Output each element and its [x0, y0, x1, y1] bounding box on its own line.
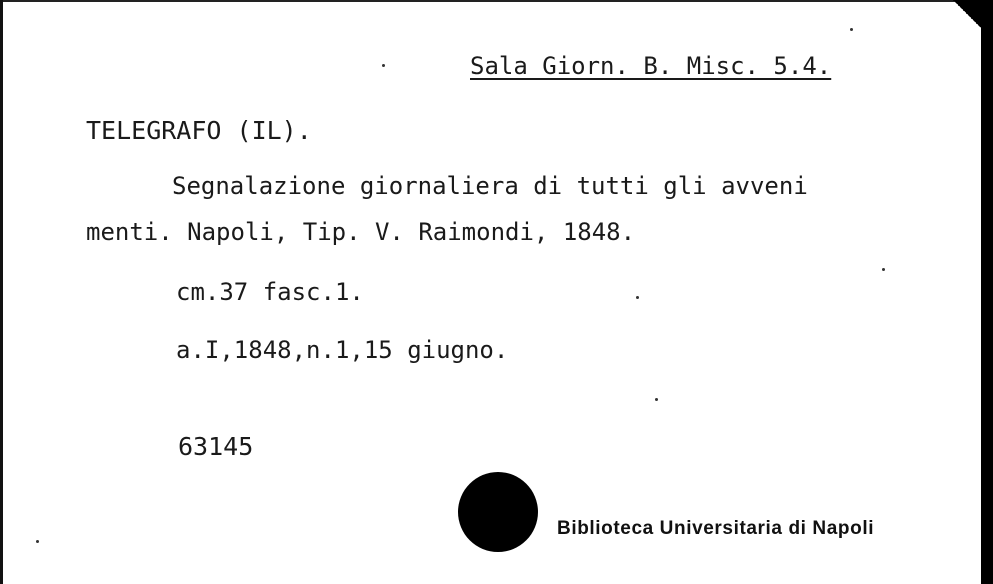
dust-speck	[382, 64, 385, 67]
issue-info: a.I,1848,n.1,15 giugno.	[176, 336, 509, 364]
shelfmark: Sala Giorn. B. Misc. 5.4.	[470, 52, 832, 80]
card-corner-shadow	[953, 0, 993, 40]
inventory-number: 63145	[178, 432, 254, 461]
library-stamp-dot	[458, 472, 538, 552]
description-line-1: Segnalazione giornaliera di tutti gli avveni	[172, 172, 808, 200]
dust-speck	[655, 398, 658, 401]
card-top-edge	[0, 0, 993, 2]
dust-speck	[882, 268, 885, 271]
card-left-edge	[0, 0, 3, 584]
title-heading: TELEGRAFO (IL).	[86, 116, 312, 145]
dust-speck	[36, 540, 39, 543]
dust-speck	[850, 28, 853, 31]
library-stamp-label: Biblioteca Universitaria di Napoli	[557, 518, 875, 539]
card-right-edge	[981, 0, 993, 584]
description-line-2: menti. Napoli, Tip. V. Raimondi, 1848.	[86, 218, 636, 246]
physical-description: cm.37 fasc.1.	[176, 278, 364, 306]
dust-speck	[636, 296, 639, 299]
